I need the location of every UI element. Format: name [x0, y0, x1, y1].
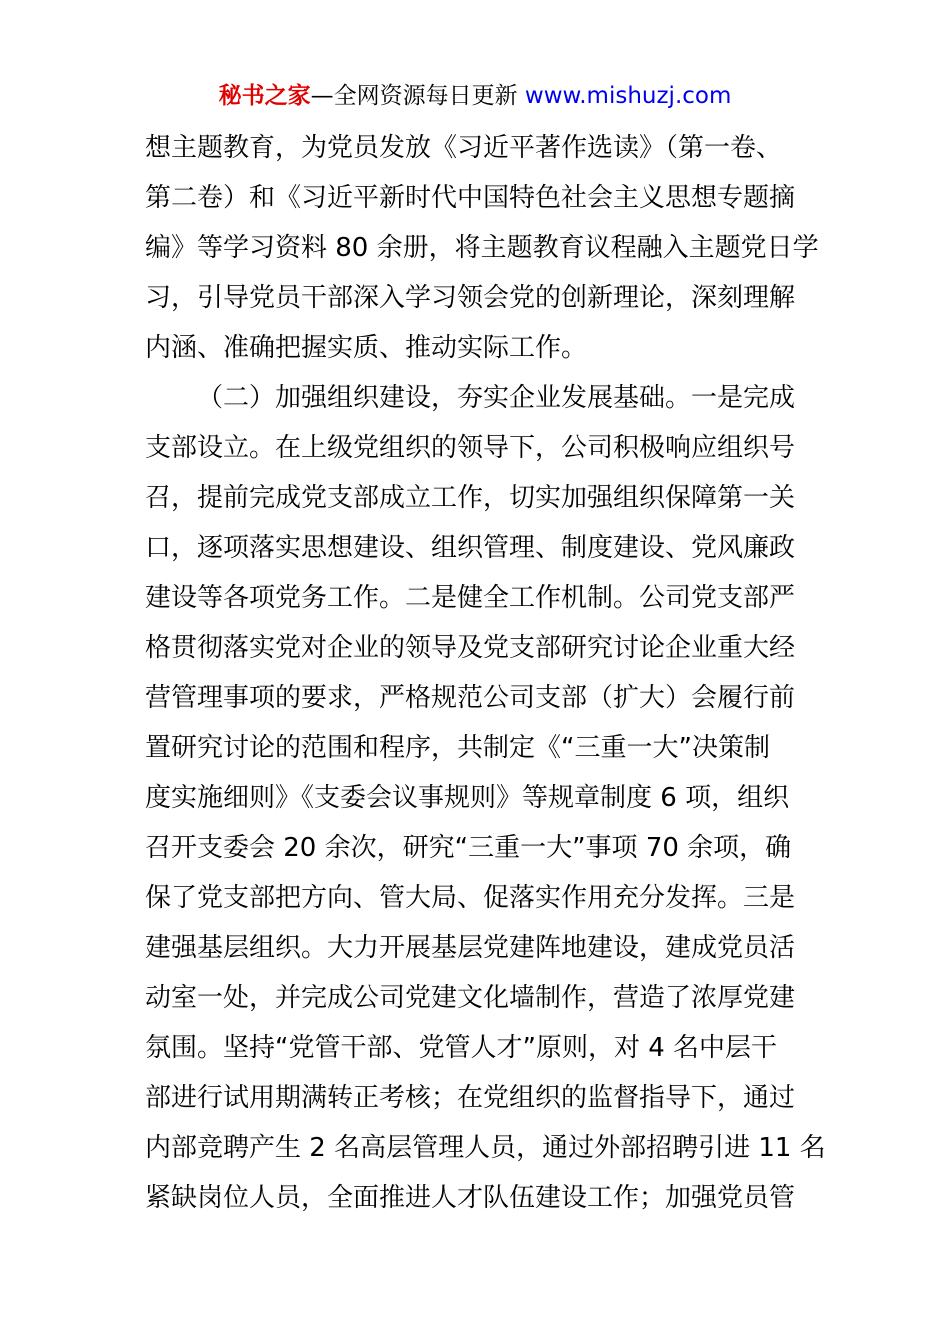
text-line: 内涵、准确把握实质、推动实际工作。: [145, 333, 588, 363]
brand-name: 秘书之家: [218, 83, 311, 109]
website-link[interactable]: www.mishuzj.com: [524, 83, 732, 109]
header-tagline: —全网资源每日更新: [310, 83, 525, 109]
text-line: 召开支委会 20 余次，研究“三重一大”事项 70 余项，确: [145, 833, 792, 863]
text-line: 动室一处，并完成公司党建文化墙制作，营造了浓厚党建: [145, 983, 796, 1013]
text-line: 第二卷）和《习近平新时代中国特色社会主义思想专题摘: [145, 183, 796, 213]
text-line: 置研究讨论的范围和程序，共制定《“三重一大”决策制: [145, 733, 770, 763]
text-line: 保了党支部把方向、管大局、促落实作用充分发挥。三是: [145, 883, 796, 913]
text-line: 格贯彻落实党对企业的领导及党支部研究讨论企业重大经: [145, 633, 796, 663]
text-line: 营管理事项的要求，严格规范公司支部（扩大）会履行前: [145, 683, 796, 713]
text-line: 紧缺岗位人员，全面推进人才队伍建设工作；加强党员管: [145, 1183, 796, 1213]
text-line: 召，提前完成党支部成立工作，切实加强组织保障第一关: [145, 483, 796, 513]
text-line: 口，逐项落实思想建设、组织管理、制度建设、党风廉政: [145, 533, 796, 563]
text-line: 编》等学习资料 80 余册，将主题教育议程融入主题党日学: [145, 233, 819, 263]
text-line: 支部设立。在上级党组织的领导下，公司积极响应组织号: [145, 433, 796, 463]
text-line: 部进行试用期满转正考核；在党组织的监督指导下，通过: [145, 1083, 796, 1113]
text-line: 建设等各项党务工作。二是健全工作机制。公司党支部严: [145, 583, 796, 613]
text-line: 内部竞聘产生 2 名高层管理人员，通过外部招聘引进 11 名: [145, 1133, 826, 1163]
text-line: 建强基层组织。大力开展基层党建阵地建设，建成党员活: [145, 933, 796, 963]
paragraph-start: （二）加强组织建设，夯实企业发展基础。一是完成: [197, 383, 796, 413]
text-line: 想主题教育，为党员发放《习近平著作选读》（第一卷、: [145, 133, 783, 163]
page-header: [0, 80, 950, 112]
text-line: 氛围。坚持“党管干部、党管人才”原则，对 4 名中层干: [145, 1033, 778, 1063]
text-line: 度实施细则》《支委会议事规则》等规章制度 6 项，组织: [145, 783, 790, 813]
text-line: 习，引导党员干部深入学习领会党的创新理论，深刻理解: [145, 283, 796, 313]
